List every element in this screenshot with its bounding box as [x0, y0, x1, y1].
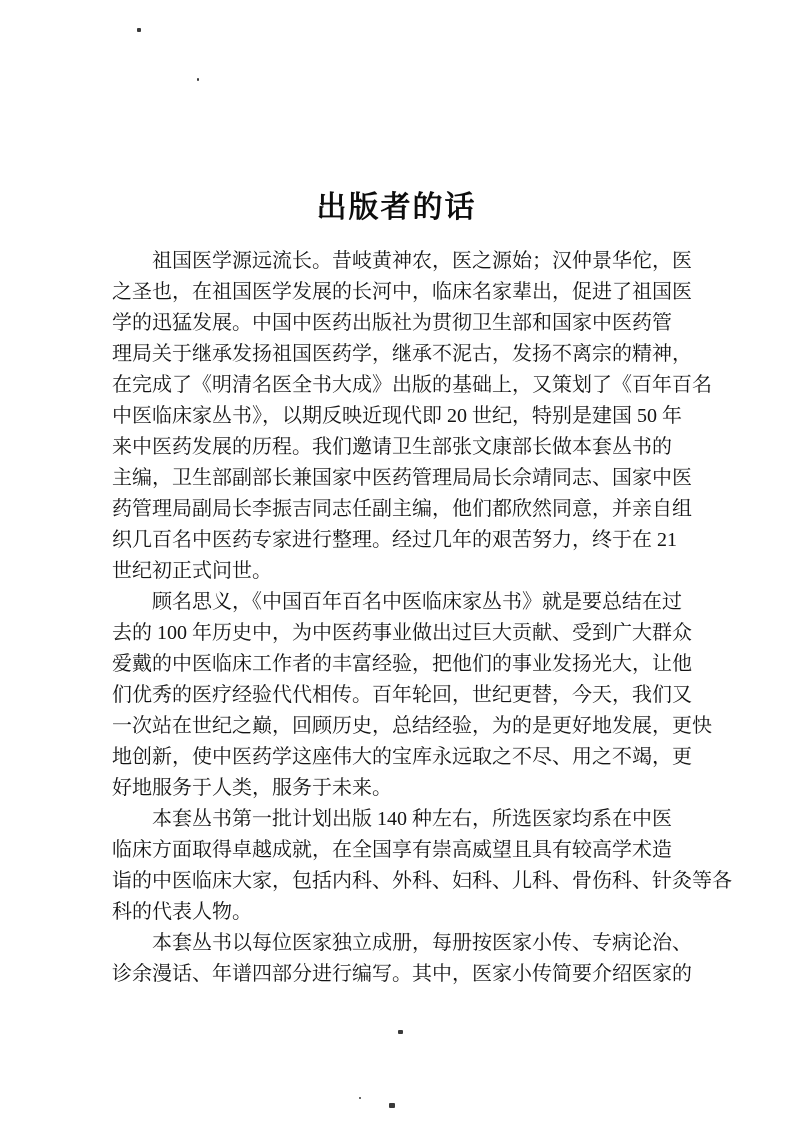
text-line: 世纪初正式问世。 — [112, 560, 272, 582]
text-line: 诣的中医临床大家，包括内科、外科、妇科、儿科、骨伤科、针灸等各 — [112, 870, 732, 892]
text-line: 在完成了《明清名医全书大成》出版的基础上，又策划了《百年百名 — [112, 374, 712, 396]
scan-speck — [197, 78, 199, 81]
text-line: 来中医药发展的历程。我们邀请卫生部张文康部长做本套丛书的 — [112, 436, 672, 458]
text-line: 中医临床家丛书》，以期反映近现代即 20 世纪，特别是建国 50 年 — [112, 405, 682, 427]
text-line: 祖国医学源远流长。昔岐黄神农，医之源始；汉仲景华佗，医 — [152, 250, 692, 272]
scan-speck — [389, 1103, 395, 1108]
text-line: 好地服务于人类，服务于未来。 — [112, 777, 392, 799]
body-text — [112, 246, 732, 990]
text-line: 一次站在世纪之巅，回顾历史，总结经验，为的是更好地发展，更快 — [112, 715, 712, 737]
text-line: 爱戴的中医临床工作者的丰富经验，把他们的事业发扬光大，让他 — [112, 653, 692, 675]
text-line: 去的 100 年历史中，为中医药事业做出过巨大贡献、受到广大群众 — [112, 622, 692, 644]
text-line: 们优秀的医疗经验代代相传。百年轮回，世纪更替，今天，我们又 — [112, 684, 692, 706]
text-line: 地创新，使中医药学这座伟大的宝库永远取之不尽、用之不竭，更 — [112, 746, 692, 768]
text-line: 本套丛书第一批计划出版 140 种左右，所选医家均系在中医 — [152, 808, 672, 830]
scan-speck — [137, 28, 141, 32]
text-line: 理局关于继承发扬祖国医药学，继承不泥古，发扬不离宗的精神， — [112, 343, 692, 365]
text-line: 学的迅猛发展。中国中医药出版社为贯彻卫生部和国家中医药管 — [112, 312, 672, 334]
page-title: 出版者的话 — [316, 191, 477, 224]
text-line: 之圣也，在祖国医学发展的长河中，临床名家辈出，促进了祖国医 — [112, 281, 692, 303]
text-line: 顾名思义，《中国百年百名中医临床家丛书》就是要总结在过 — [152, 591, 682, 613]
text-line: 诊余漫话、年谱四部分进行编写。其中，医家小传简要介绍医家的 — [112, 963, 692, 985]
text-line: 织几百名中医药专家进行整理。经过几年的艰苦努力，终于在 21 — [112, 529, 677, 551]
scan-speck — [398, 1030, 403, 1034]
scan-speck — [359, 1097, 361, 1099]
text-line: 科的代表人物。 — [112, 901, 252, 923]
text-line: 临床方面取得卓越成就，在全国享有崇高威望且具有较高学术造 — [112, 839, 672, 861]
text-line: 药管理局副局长李振吉同志任副主编，他们都欣然同意，并亲自组 — [112, 498, 692, 520]
text-line: 本套丛书以每位医家独立成册，每册按医家小传、专病论治、 — [152, 932, 692, 954]
text-line: 主编，卫生部副部长兼国家中医药管理局局长佘靖同志、国家中医 — [112, 467, 692, 489]
